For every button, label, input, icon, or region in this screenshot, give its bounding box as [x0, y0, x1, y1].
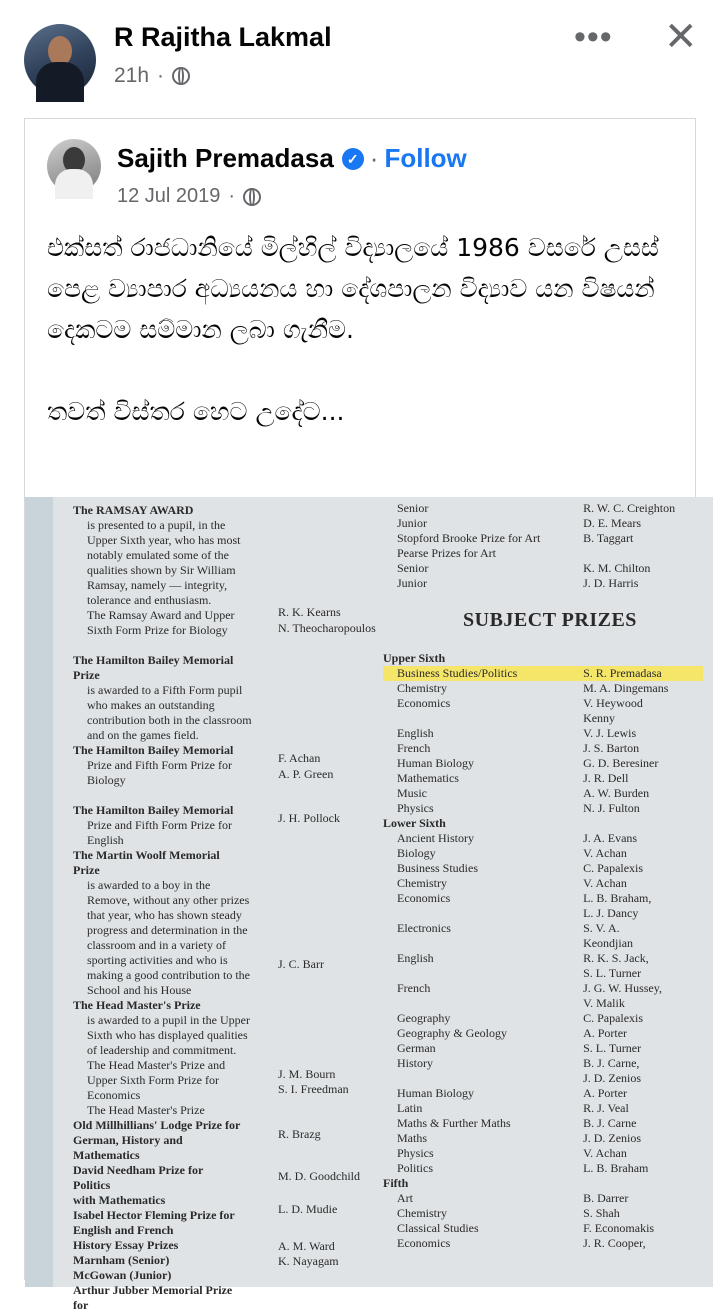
- verified-badge-icon: ✓: [342, 148, 364, 170]
- scan-left-line: notably emulated some of the: [87, 548, 229, 562]
- scan-winner: V. J. Lewis: [583, 726, 637, 740]
- scan-subject: Physics: [397, 801, 434, 815]
- close-button[interactable]: ✕: [664, 15, 698, 59]
- post-text: [47, 227, 687, 432]
- scan-left-line: is presented to a pupil, in the: [87, 518, 226, 532]
- scan-left-line: Economics: [87, 1088, 141, 1102]
- scan-winner: J. R. Dell: [583, 771, 629, 785]
- scan-winner: V. Achan: [583, 846, 627, 860]
- scan-winner: M. A. Dingemans: [583, 681, 669, 695]
- scan-prize-row: [383, 861, 703, 876]
- scan-prize-row: [383, 786, 703, 801]
- post-meta: 21h ·: [114, 64, 190, 88]
- scan-prize-row: [383, 801, 703, 816]
- scan-left-line: Politics: [73, 1178, 111, 1192]
- scan-prize-row: [383, 1101, 703, 1116]
- scan-subject: Politics: [397, 1161, 434, 1175]
- scan-subject: Biology: [397, 846, 436, 860]
- scan-prize-row: [383, 996, 703, 1011]
- scan-subject: Geography: [397, 1011, 451, 1025]
- scan-left-line: making a good contribution to the: [87, 968, 250, 982]
- scan-winner: V. Achan: [583, 1146, 627, 1160]
- scan-prize-row: [383, 1161, 703, 1176]
- scan-winner: G. D. Beresiner: [583, 756, 659, 770]
- scan-subject: Junior: [397, 576, 427, 590]
- scan-winner: S. Shah: [583, 1206, 620, 1220]
- scan-prize-row: [383, 1071, 703, 1086]
- scan-prize-row: [383, 951, 703, 966]
- scan-subject: [383, 1071, 563, 1086]
- scan-prize-row: [383, 831, 703, 846]
- scan-left-line: Remove, without any other prizes: [87, 893, 250, 907]
- scan-subject: Music: [397, 786, 427, 800]
- author-avatar[interactable]: [24, 24, 96, 96]
- scan-winner: C. Papalexis: [583, 861, 644, 875]
- scan-left-line: The Ramsay Award and Upper: [87, 608, 235, 622]
- scan-top-right: [383, 501, 703, 591]
- scan-prize-row: [383, 846, 703, 861]
- scan-winner: S. V. A.: [583, 921, 620, 935]
- scan-winner: J. R. Cooper,: [583, 1236, 646, 1250]
- shared-post: [24, 118, 696, 1312]
- scan-prize-row: [383, 666, 703, 681]
- scan-winner-name: J. H. Pollock: [278, 811, 341, 825]
- scan-subject: Maths & Further Maths: [397, 1116, 511, 1130]
- scan-winner: K. M. Chilton: [583, 561, 651, 575]
- scan-winner: J. D. Zenios: [583, 1071, 642, 1085]
- scan-subject: Business Studies/Politics: [397, 666, 518, 680]
- scan-subject: German: [397, 1041, 436, 1055]
- scan-winner: B. J. Carne,: [583, 1056, 640, 1070]
- scan-left-line: Prize: [73, 668, 100, 682]
- shared-author-row: Sajith Premadasa ✓ · Follow: [117, 143, 467, 173]
- scan-winner: A. Porter: [583, 1026, 628, 1040]
- scan-section-label: Fifth: [383, 1176, 409, 1190]
- scan-prize-row: [383, 561, 703, 576]
- scan-winner: S. R. Premadasa: [583, 666, 662, 680]
- scan-winner: J. S. Barton: [583, 741, 640, 755]
- shared-post-meta: 12 Jul 2019 ·: [117, 185, 261, 208]
- scan-left-line: The Martin Woolf Memorial: [73, 848, 220, 862]
- scan-prize-row: [383, 1221, 703, 1236]
- scan-left-line: sporting activities and who is: [87, 953, 228, 967]
- shared-author-name[interactable]: Sajith Premadasa: [117, 143, 334, 173]
- scan-subject: [383, 711, 563, 726]
- scan-prize-row: [383, 711, 703, 726]
- scan-subject: Chemistry: [397, 681, 447, 695]
- scan-subject: Stopford Brooke Prize for Art: [397, 531, 541, 545]
- scan-winner: S. L. Turner: [583, 1041, 642, 1055]
- scan-subject: Ancient History: [397, 831, 474, 845]
- scan-subject: Human Biology: [397, 1086, 474, 1100]
- scan-left-line: tolerance and enthusiasm.: [87, 593, 212, 607]
- scan-prize-row: [383, 966, 703, 981]
- scan-winner: V. Heywood: [583, 696, 643, 710]
- globe-icon: [243, 188, 261, 206]
- scan-winner: B. Taggart: [583, 531, 634, 545]
- scan-subject: Pearse Prizes for Art: [397, 546, 496, 560]
- scan-left-line: Prize and Fifth Form Prize for: [87, 818, 232, 832]
- scan-subject: [383, 906, 563, 921]
- scan-winner: B. J. Carne: [583, 1116, 637, 1130]
- scan-winner-name: N. Theocharopoulos: [278, 621, 376, 635]
- scan-subject: Business Studies: [397, 861, 479, 875]
- post-text-paragraph-1: එක්සත් රාජධානියේ මිල්හිල් විද්‍යාලයේ 1986 වසරේ උසස් පෙළ ව්‍යාපාර අධ්‍යයනය හා දේශපාලන විද්‍යාව යන විෂයන් දෙකටම සම්මාන ලබා ගැනීම.: [47, 233, 659, 344]
- shared-author-avatar[interactable]: [47, 139, 101, 193]
- scan-left-line: Mathematics: [73, 1148, 140, 1162]
- scan-subject: Art: [397, 1191, 413, 1205]
- scan-left-line: of leadership and commitment.: [87, 1043, 237, 1057]
- scan-subject: Chemistry: [397, 1206, 447, 1220]
- scan-subject: Economics: [397, 891, 451, 905]
- scan-left-line: Sixth who has displayed qualities: [87, 1028, 248, 1042]
- scan-winner: J. D. Zenios: [583, 1131, 642, 1145]
- scan-subject: French: [397, 741, 431, 755]
- scan-subject: Mathematics: [397, 771, 459, 785]
- scan-left-line: is awarded to a Fifth Form pupil: [87, 683, 243, 697]
- scan-winner: J. D. Harris: [583, 576, 639, 590]
- scan-winner-name: K. Nayagam: [278, 1254, 339, 1268]
- post-photo[interactable]: [25, 497, 697, 1312]
- scan-subject: Latin: [397, 1101, 423, 1115]
- scan-winner: V. Achan: [583, 876, 627, 890]
- scan-winner: A. W. Burden: [583, 786, 650, 800]
- scan-prize-row: [383, 1206, 703, 1221]
- scan-winner-name: S. I. Freedman: [278, 1082, 349, 1096]
- scan-winner: R. J. Veal: [583, 1101, 629, 1115]
- scan-prize-row: [383, 501, 703, 516]
- scan-left-line: qualities shown by Sir William: [87, 563, 236, 577]
- follow-button[interactable]: Follow: [384, 143, 467, 173]
- scan-subject: Maths: [397, 1131, 427, 1145]
- scan-left-line: progress and determination in the: [87, 923, 248, 937]
- scan-left-line: David Needham Prize for: [73, 1163, 204, 1177]
- scan-winner: V. Malik: [583, 996, 625, 1010]
- scan-subject: Economics: [397, 1236, 451, 1250]
- scan-prize-row: [383, 1146, 703, 1161]
- post-text-paragraph-2: තවත් විස්තර හෙට උදේට...: [47, 397, 345, 426]
- scan-subject: Electronics: [397, 921, 451, 935]
- scan-left-line: who makes an outstanding: [87, 698, 215, 712]
- scan-subject: Chemistry: [397, 876, 447, 890]
- scan-prize-row: [383, 1131, 703, 1146]
- scan-prize-row: [383, 756, 703, 771]
- scan-left-line: The RAMSAY AWARD: [73, 503, 194, 517]
- scan-winner-name: R. K. Kearns: [278, 605, 341, 619]
- scan-winner: D. E. Mears: [583, 516, 642, 530]
- scan-winner-name: M. D. Goodchild: [278, 1169, 360, 1183]
- scan-left-line: The Hamilton Bailey Memorial: [73, 803, 234, 817]
- scan-winner-name: A. M. Ward: [278, 1239, 335, 1253]
- more-options-button[interactable]: •••: [574, 18, 613, 56]
- scan-subject: Senior: [397, 561, 429, 575]
- scan-left-line: Marnham (Senior): [73, 1253, 170, 1267]
- scan-left-line: The Head Master's Prize: [87, 1103, 205, 1117]
- scan-subject: Classical Studies: [397, 1221, 479, 1235]
- scan-winner: L. B. Braham: [583, 1161, 649, 1175]
- post-header: [0, 0, 720, 110]
- scan-left-line: The Head Master's Prize: [73, 998, 201, 1012]
- scan-left-line: is awarded to a boy in the: [87, 878, 211, 892]
- scan-prize-row: [383, 516, 703, 531]
- scan-winner: A. Porter: [583, 1086, 628, 1100]
- scan-right-column: [383, 651, 703, 1251]
- scan-winner: [563, 546, 703, 561]
- scan-subject: [383, 936, 563, 951]
- scan-winner: S. L. Turner: [583, 966, 642, 980]
- scan-prize-row: [383, 906, 703, 921]
- scan-left-line: Biology: [87, 773, 126, 787]
- scan-prize-row: [383, 741, 703, 756]
- scan-left-line: The Hamilton Bailey Memorial: [73, 743, 234, 757]
- scan-section-label: Upper Sixth: [383, 651, 446, 665]
- scan-prize-row: [383, 1116, 703, 1131]
- scan-subject: French: [397, 981, 431, 995]
- scan-left-line: Upper Sixth Form Prize for: [87, 1073, 219, 1087]
- scan-prize-row: [383, 981, 703, 996]
- scan-subject: Human Biology: [397, 756, 474, 770]
- scan-left-line: Prize and Fifth Form Prize for: [87, 758, 232, 772]
- author-name[interactable]: R Rajitha Lakmal: [114, 22, 332, 52]
- scan-winner-name: R. Brazg: [278, 1127, 321, 1141]
- scan-winner: F. Economakis: [583, 1221, 655, 1235]
- scan-subject: Physics: [397, 1146, 434, 1160]
- scan-subject: Economics: [397, 696, 451, 710]
- scan-prize-row: [383, 1011, 703, 1026]
- scan-winner: L. J. Dancy: [583, 906, 639, 920]
- scan-left-line: classroom and in a variety of: [87, 938, 226, 952]
- scan-winner: Keondjian: [583, 936, 634, 950]
- scan-left-line: Old Millhillians' Lodge Prize for: [73, 1118, 241, 1132]
- subject-prizes-title: SUBJECT PRIZES: [463, 609, 637, 631]
- scan-left-line: contribution both in the classroom: [87, 713, 252, 727]
- scan-prize-row: [383, 936, 703, 951]
- scan-prize-row: [383, 576, 703, 591]
- scan-prize-row: [383, 1191, 703, 1206]
- scan-left-line: for: [73, 1298, 89, 1312]
- scan-subject: English: [397, 726, 434, 740]
- scan-prize-row: [383, 1086, 703, 1101]
- scan-winner-name: J. C. Barr: [278, 957, 324, 971]
- scan-left-line: The Head Master's Prize and: [87, 1058, 226, 1072]
- scan-subject: Geography & Geology: [397, 1026, 507, 1040]
- scan-winner: B. Darrer: [583, 1191, 629, 1205]
- scan-subject: Senior: [397, 501, 429, 515]
- scan-left-line: English and French: [73, 1223, 174, 1237]
- scan-winner: J. G. W. Hussey,: [583, 981, 662, 995]
- scan-left-line: with Mathematics: [73, 1193, 166, 1207]
- scan-winner: R. W. C. Creighton: [583, 501, 676, 515]
- scan-left-column: [73, 503, 273, 1313]
- scan-prize-row: [383, 726, 703, 741]
- scan-prize-row: [383, 696, 703, 711]
- scan-winner: N. J. Fulton: [583, 801, 640, 815]
- scan-prize-row: [383, 771, 703, 786]
- scan-left-line: Isabel Hector Fleming Prize for: [73, 1208, 235, 1222]
- scan-subject: [383, 996, 563, 1011]
- scan-left-line: Ramsay, namely — integrity,: [87, 578, 228, 592]
- scan-prize-row: [383, 891, 703, 906]
- scan-winner-name: A. P. Green: [278, 767, 334, 781]
- scan-left-line: School and his House: [87, 983, 192, 997]
- scan-left-line: History Essay Prizes: [73, 1238, 179, 1252]
- scan-winner: J. A. Evans: [583, 831, 638, 845]
- scan-left-line: Arthur Jubber Memorial Prize: [73, 1283, 233, 1297]
- scan-prize-row: [383, 1236, 703, 1251]
- shared-post-date[interactable]: 12 Jul 2019: [117, 185, 221, 207]
- scan-winner-name: J. M. Bourn: [278, 1067, 336, 1081]
- scan-subject: History: [397, 1056, 433, 1070]
- scan-left-line: Sixth Form Prize for Biology: [87, 623, 228, 637]
- scan-prize-row: [383, 681, 703, 696]
- scan-winner: C. Papalexis: [583, 1011, 644, 1025]
- scan-winner: R. K. S. Jack,: [583, 951, 649, 965]
- scan-left-line: [73, 638, 273, 653]
- scan-left-line: The Hamilton Bailey Memorial: [73, 653, 234, 667]
- scan-prize-row: [383, 876, 703, 891]
- scan-winner: Kenny: [583, 711, 616, 725]
- prize-list-scan: [53, 497, 713, 1312]
- post-time[interactable]: 21h: [114, 64, 150, 87]
- scan-prize-row: [383, 921, 703, 936]
- globe-icon: [172, 67, 190, 85]
- scan-prize-row: [383, 1041, 703, 1056]
- scan-left-line: Prize: [73, 863, 100, 877]
- scan-left-line: McGowan (Junior): [73, 1268, 172, 1282]
- scan-left-line: and on the games field.: [87, 728, 199, 742]
- scan-left-line: German, History and: [73, 1133, 183, 1147]
- scan-subject: [383, 966, 563, 981]
- scan-left-line: English: [87, 833, 124, 847]
- scan-prize-row: [383, 1056, 703, 1071]
- scan-winner-name: F. Achan: [278, 751, 321, 765]
- scan-winner-name: L. D. Mudie: [278, 1202, 338, 1216]
- scan-left-line: is awarded to a pupil in the Upper: [87, 1013, 250, 1027]
- scan-subject: English: [397, 951, 434, 965]
- scan-left-line: that year, who has shown steady: [87, 908, 242, 922]
- scan-left-line: [73, 788, 273, 803]
- scan-winner: L. B. Braham,: [583, 891, 652, 905]
- scan-prize-row: [383, 531, 703, 546]
- scan-section-label: Lower Sixth: [383, 816, 446, 830]
- scan-subject: Junior: [397, 516, 427, 530]
- scan-prize-row: [383, 546, 703, 561]
- scan-left-line: Upper Sixth year, who has most: [87, 533, 241, 547]
- scan-prize-row: [383, 1026, 703, 1041]
